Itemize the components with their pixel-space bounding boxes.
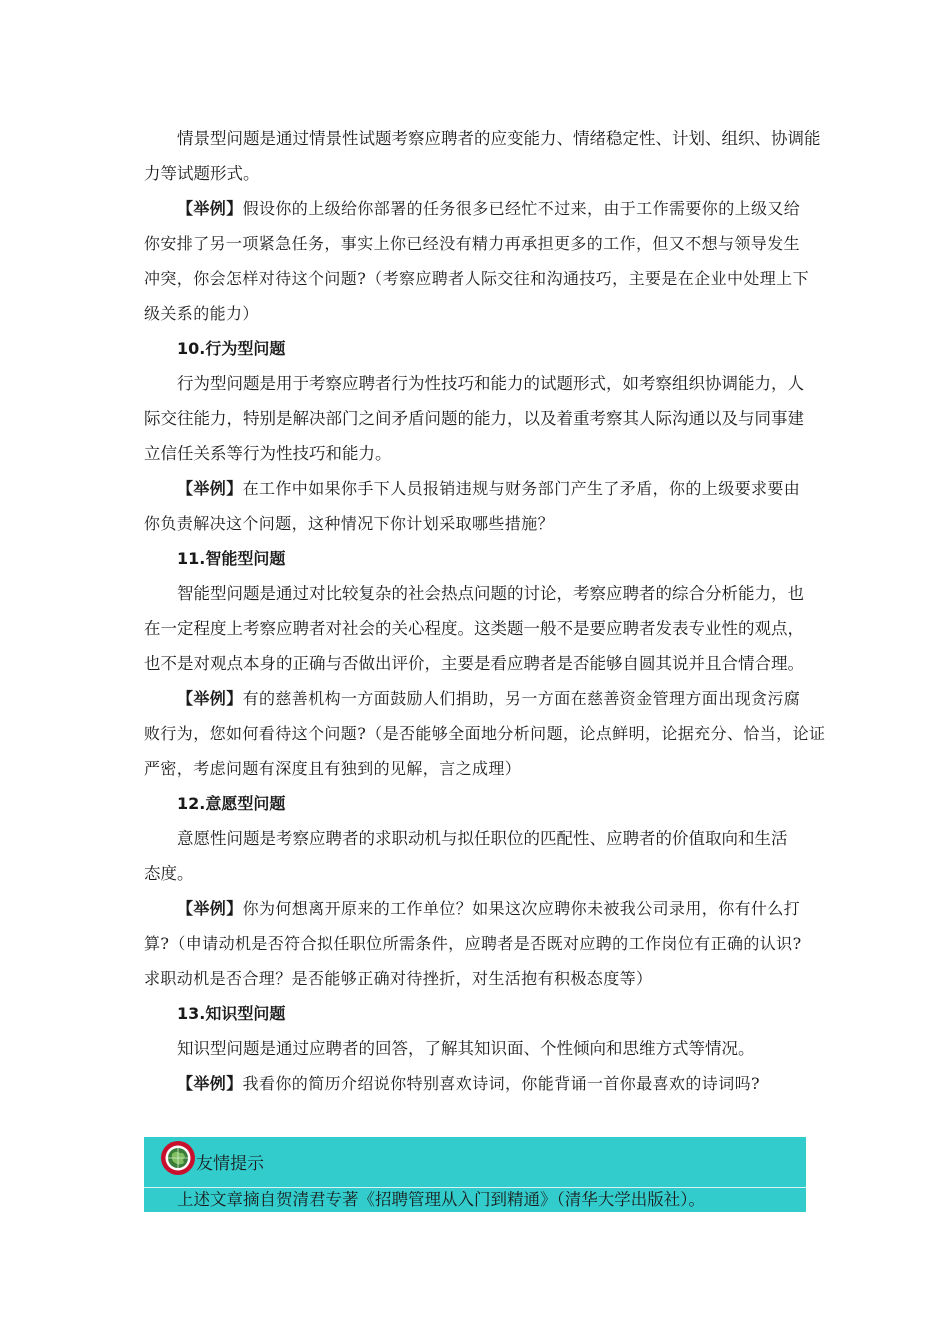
tip-body: 上述文章摘自贺清君专著《招聘管理从入门到精通》（清华大学出版社）。 bbox=[177, 1190, 705, 1209]
paragraph-line: 态度。 bbox=[144, 864, 194, 883]
paragraph-line: 也不是对观点本身的正确与否做出评价，主要是看应聘者是否能够自圆其说并且合情合理。 bbox=[144, 654, 804, 673]
paragraph-line: 情景型问题是通过情景性试题考察应聘者的应变能力、情绪稳定性、计划、组织、协调能 bbox=[177, 129, 821, 148]
example-line: 严密，考虑问题有深度且有独到的见解，言之成理） bbox=[144, 759, 522, 778]
example-line: 求职动机是否合理？是否能够正确对待挫折，对生活抱有积极态度等） bbox=[144, 969, 653, 988]
example-line: 冲突，你会怎样对待这个问题?（考察应聘者人际交往和沟通技巧，主要是在企业中处理上下 bbox=[144, 269, 809, 288]
example-tag: 【举例】 bbox=[177, 199, 243, 218]
friendly-tip-box bbox=[144, 1137, 806, 1212]
example-line bbox=[144, 681, 812, 716]
example-tag: 【举例】 bbox=[177, 689, 243, 708]
globe-badge-icon bbox=[160, 1140, 196, 1176]
example-text: 假设你的上级给你部署的任务很多已经忙不过来，由于工作需要你的上级又给 bbox=[242, 199, 801, 218]
paragraph-line: 意愿性问题是考察应聘者的求职动机与拟任职位的匹配性、应聘者的价值取向和生活 bbox=[177, 829, 788, 848]
example-line: 级关系的能力） bbox=[144, 304, 259, 323]
paragraph-line: 际交往能力，特别是解决部门之间矛盾问题的能力，以及着重考察其人际沟通以及与同事建 bbox=[144, 409, 804, 428]
example-line: 败行为，您如何看待这个问题?（是否能够全面地分析问题，论点鲜明，论据充分、恰当，论证 bbox=[144, 724, 826, 743]
section-heading: 10.行为型问题 bbox=[177, 339, 286, 358]
example-line: 你负责解决这个问题，这种情况下你计划采取哪些措施？ bbox=[144, 514, 555, 533]
example-tag: 【举例】 bbox=[177, 1074, 243, 1093]
section-heading: 11.智能型问题 bbox=[177, 549, 286, 568]
example-line: 你安排了另一项紧急任务，事实上你已经没有精力再承担更多的工作，但又不想与领导发生 bbox=[144, 234, 801, 253]
example-text: 有的慈善机构一方面鼓励人们捐助，另一方面在慈善资金管理方面出现贪污腐 bbox=[242, 689, 801, 708]
example-text: 在工作中如果你手下人员报销违规与财务部门产生了矛盾，你的上级要求要由 bbox=[242, 479, 801, 498]
paragraph-line: 智能型问题是通过对比较复杂的社会热点问题的讨论，考察应聘者的综合分析能力，也 bbox=[177, 584, 804, 603]
example-line bbox=[144, 191, 812, 226]
example-tag: 【举例】 bbox=[177, 479, 243, 498]
section-heading: 12.意愿型问题 bbox=[177, 794, 286, 813]
example-line: 算?（申请动机是否符合拟任职位所需条件，应聘者是否既对应聘的工作岗位有正确的认识? bbox=[144, 934, 802, 953]
section-heading: 13.知识型问题 bbox=[177, 1004, 286, 1023]
paragraph-line: 力等试题形式。 bbox=[144, 164, 260, 183]
tip-title: 友情提示 bbox=[196, 1154, 264, 1174]
paragraph-line: 在一定程度上考察应聘者对社会的关心程度。这类题一般不是要应聘者发表专业性的观点， bbox=[144, 619, 804, 638]
example-line bbox=[144, 891, 812, 926]
article-body bbox=[144, 121, 826, 1101]
example-tag: 【举例】 bbox=[177, 899, 243, 918]
example-text: 我看你的简历介绍说你特别喜欢诗词，你能背诵一首你最喜欢的诗词吗? bbox=[242, 1074, 760, 1093]
example-line bbox=[144, 1066, 812, 1101]
paragraph-line: 知识型问题是通过应聘者的回答，了解其知识面、个性倾向和思维方式等情况。 bbox=[177, 1039, 755, 1058]
example-line bbox=[144, 471, 812, 506]
tip-title-row bbox=[144, 1137, 806, 1188]
example-text: 你为何想离开原来的工作单位？如果这次应聘你未被我公司录用，你有什么打 bbox=[242, 899, 801, 918]
paragraph-line: 立信任关系等行为性技巧和能力。 bbox=[144, 444, 392, 463]
paragraph-line: 行为型问题是用于考察应聘者行为性技巧和能力的试题形式，如考察组织协调能力，人 bbox=[177, 374, 804, 393]
